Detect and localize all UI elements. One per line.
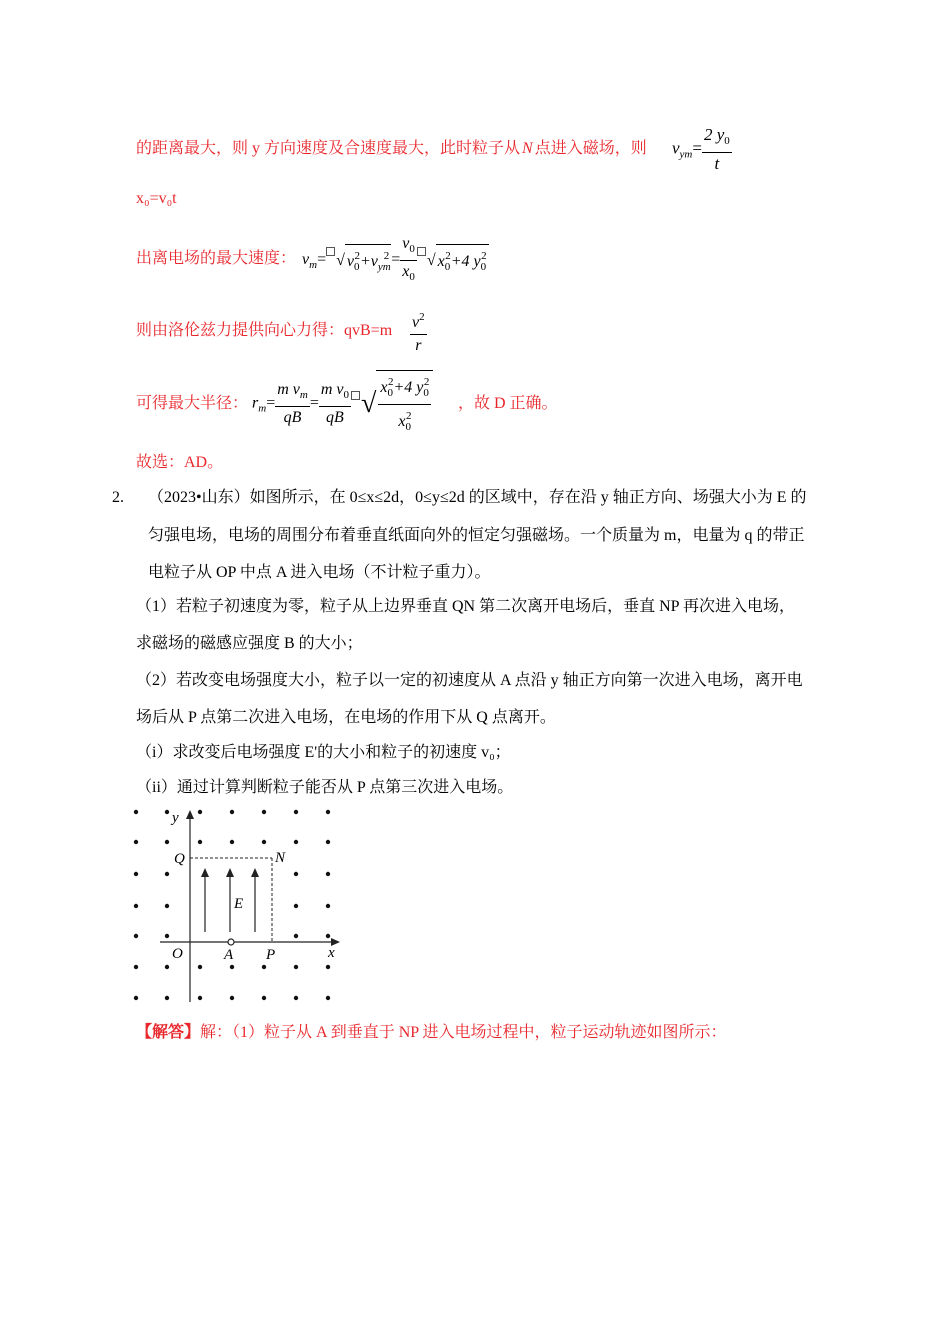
solution-line-3: 出离电场的最大速度： <box>136 250 297 267</box>
vym-denominator: t <box>714 154 720 173</box>
placeholder-box-3 <box>351 391 360 400</box>
question-1-line-2: 求磁场的磁感应强度 B 的大小； <box>136 635 363 652</box>
solution-line-1-text: 的距离最大，则 y 方向速度及合速度最大，此时粒子从 <box>136 140 521 157</box>
field-dot <box>294 840 298 844</box>
sqrt-icon: √ <box>336 251 345 269</box>
field-dot <box>294 904 298 908</box>
x-axis-label: x <box>328 945 335 961</box>
vm-lhs-sub: m <box>309 259 318 272</box>
field-dot <box>198 996 202 1000</box>
field-dot <box>326 872 330 876</box>
sqrt-icon-3: √ <box>361 388 377 419</box>
solution-line-5: 可得最大半径： <box>136 395 249 412</box>
problem-line-3: 电粒子从 OP 中点 A 进入电场（不计粒子重力）。 <box>148 564 491 581</box>
vym-num-sub: 0 <box>724 135 730 147</box>
vym-fraction <box>702 124 732 175</box>
origin-label: O <box>172 946 183 962</box>
point-a-marker <box>228 939 234 945</box>
field-dot <box>165 934 169 938</box>
v2-over-r <box>410 306 427 357</box>
field-dot <box>326 996 330 1000</box>
field-dot <box>262 810 266 814</box>
problem-number: 2. <box>112 489 124 506</box>
field-dot <box>134 996 138 1000</box>
question-1-line-1: （1）若粒子初速度为零，粒子从上边界垂直 QN 第二次离开电场后，垂直 NP 再次进入电场， <box>136 598 795 615</box>
vm-radicand-2: $x_0^2+4$ $y_0^2$ <box>436 244 489 278</box>
problem-line-1: （2023•山东）如图所示，在 0≤x≤2d，0≤y≤2d 的区域中，存在沿 y 轴正方向、场强大小为 E 的 <box>148 489 807 506</box>
field-dot <box>326 810 330 814</box>
y-axis-arrow-icon <box>186 810 194 819</box>
field-dot <box>134 965 138 969</box>
field-dot <box>294 810 298 814</box>
field-dot <box>134 840 138 844</box>
field-dot <box>165 965 169 969</box>
field-dot <box>326 840 330 844</box>
solution-line-2: x₀=v₀t <box>136 190 177 207</box>
placeholder-box <box>326 247 335 256</box>
field-dot <box>134 872 138 876</box>
magnetic-field-dots <box>134 810 330 1000</box>
field-diagram <box>120 802 350 1010</box>
vm-fraction: $\frac{v_0}{x_0}$ <box>402 235 415 283</box>
field-dot <box>165 872 169 876</box>
field-dot <box>326 904 330 908</box>
solution-line-4-text: 则由洛伦兹力提供向心力得：qvB=m <box>136 322 393 339</box>
vm-radicand-1: $v_0^2+v_{ym}^2$ <box>345 244 391 278</box>
question-2-i: （i）求改变后电场强度 E'的大小和粒子的初速度 v₀； <box>136 744 511 761</box>
field-dot <box>262 965 266 969</box>
field-dot <box>230 810 234 814</box>
answer-text: 解：（1）粒子从 A 到垂直于 NP 进入电场过程中，粒子运动轨迹如图所示： <box>200 1024 727 1041</box>
rm-fraction-2: $\frac{m v_0}{qB}$ <box>320 381 350 426</box>
answer-section <box>136 1022 727 1044</box>
point-n-label: N <box>522 140 533 157</box>
point-a-label: A <box>224 947 234 963</box>
y-axis-label: y <box>172 810 179 826</box>
field-dot <box>134 904 138 908</box>
answer-choice: 故选：AD。 <box>136 454 224 471</box>
problem-line-2: 匀强电场，电场的周围分布着垂直纸面向外的恒定匀强磁场。一个质量为 m，电量为 q 的带正 <box>148 527 805 544</box>
sqrt-icon-2: √ <box>426 251 436 269</box>
vm-lhs: v <box>302 251 310 269</box>
question-2-ii: （ii）通过计算判断粒子能否从 P 点第三次进入电场。 <box>136 779 514 796</box>
rm-lhs-sub: m <box>258 402 267 415</box>
vym-num-text: 2 y <box>703 125 725 144</box>
solution-line-5-tail: ，故 D 正确。 <box>458 395 558 412</box>
field-dot <box>134 934 138 938</box>
field-dot <box>262 996 266 1000</box>
vym-subscript: ym <box>679 148 693 161</box>
question-2-line-2: 场后从 P 点第二次进入电场，在电场的作用下从 Q 点离开。 <box>136 709 556 726</box>
field-dot <box>294 872 298 876</box>
field-dot <box>165 996 169 1000</box>
solution-line-4 <box>136 320 392 342</box>
field-dot <box>326 934 330 938</box>
field-dot <box>230 840 234 844</box>
point-q-label: Q <box>174 851 185 867</box>
solution-line-1 <box>136 138 647 160</box>
field-dot <box>198 965 202 969</box>
field-dot <box>294 934 298 938</box>
field-dot <box>198 810 202 814</box>
field-dot <box>165 904 169 908</box>
field-dot <box>198 840 202 844</box>
rm-lhs: r <box>252 394 259 412</box>
field-dot <box>134 810 138 814</box>
rm-equation: $r_m=$ $\frac{m v_m}{qB}$ = $\frac{m v_0}{qB}$ √ $\frac{x_0^2+4 y_0^2}{x_0^2}$ <box>252 370 433 438</box>
field-dot <box>165 840 169 844</box>
question-2-line-1: （2）若改变电场强度大小，粒子以一定的初速度从 A 点沿 y 轴正方向第一次进入电场，离开电 <box>136 672 803 689</box>
equals-sign: = <box>692 138 702 158</box>
vym-symbol: v <box>672 138 680 158</box>
field-dot <box>294 965 298 969</box>
point-p-label: P <box>266 947 276 963</box>
rm-fraction-1: $\frac{m v_m}{qB}$ <box>277 381 308 426</box>
point-n-figure-label: N <box>275 850 286 866</box>
field-dot <box>326 965 330 969</box>
field-dot <box>294 996 298 1000</box>
vm-equation: $v_m=$ √ $v_0^2+v_{ym}^2$ = $\frac{v_0}{x_0}$ √ $x_0^2+4$ $y_0^2$ <box>302 233 489 288</box>
solution-line-1-text2: 点进入磁场，则 <box>534 140 647 157</box>
vym-equation <box>672 124 732 175</box>
answer-tag: 【解答】 <box>136 1024 201 1041</box>
v2-fraction: $\frac{v^2}{r}$ <box>410 306 427 357</box>
placeholder-box-2 <box>417 247 426 256</box>
field-dot <box>230 965 234 969</box>
field-dot <box>230 996 234 1000</box>
field-e-label: E <box>234 896 244 912</box>
electric-field-arrows <box>201 868 259 932</box>
vym-numerator <box>702 124 732 153</box>
field-dot <box>262 840 266 844</box>
field-dot <box>165 810 169 814</box>
rm-radicand: $\frac{x_0^2+4 y_0^2}{x_0^2}$ <box>376 370 433 438</box>
